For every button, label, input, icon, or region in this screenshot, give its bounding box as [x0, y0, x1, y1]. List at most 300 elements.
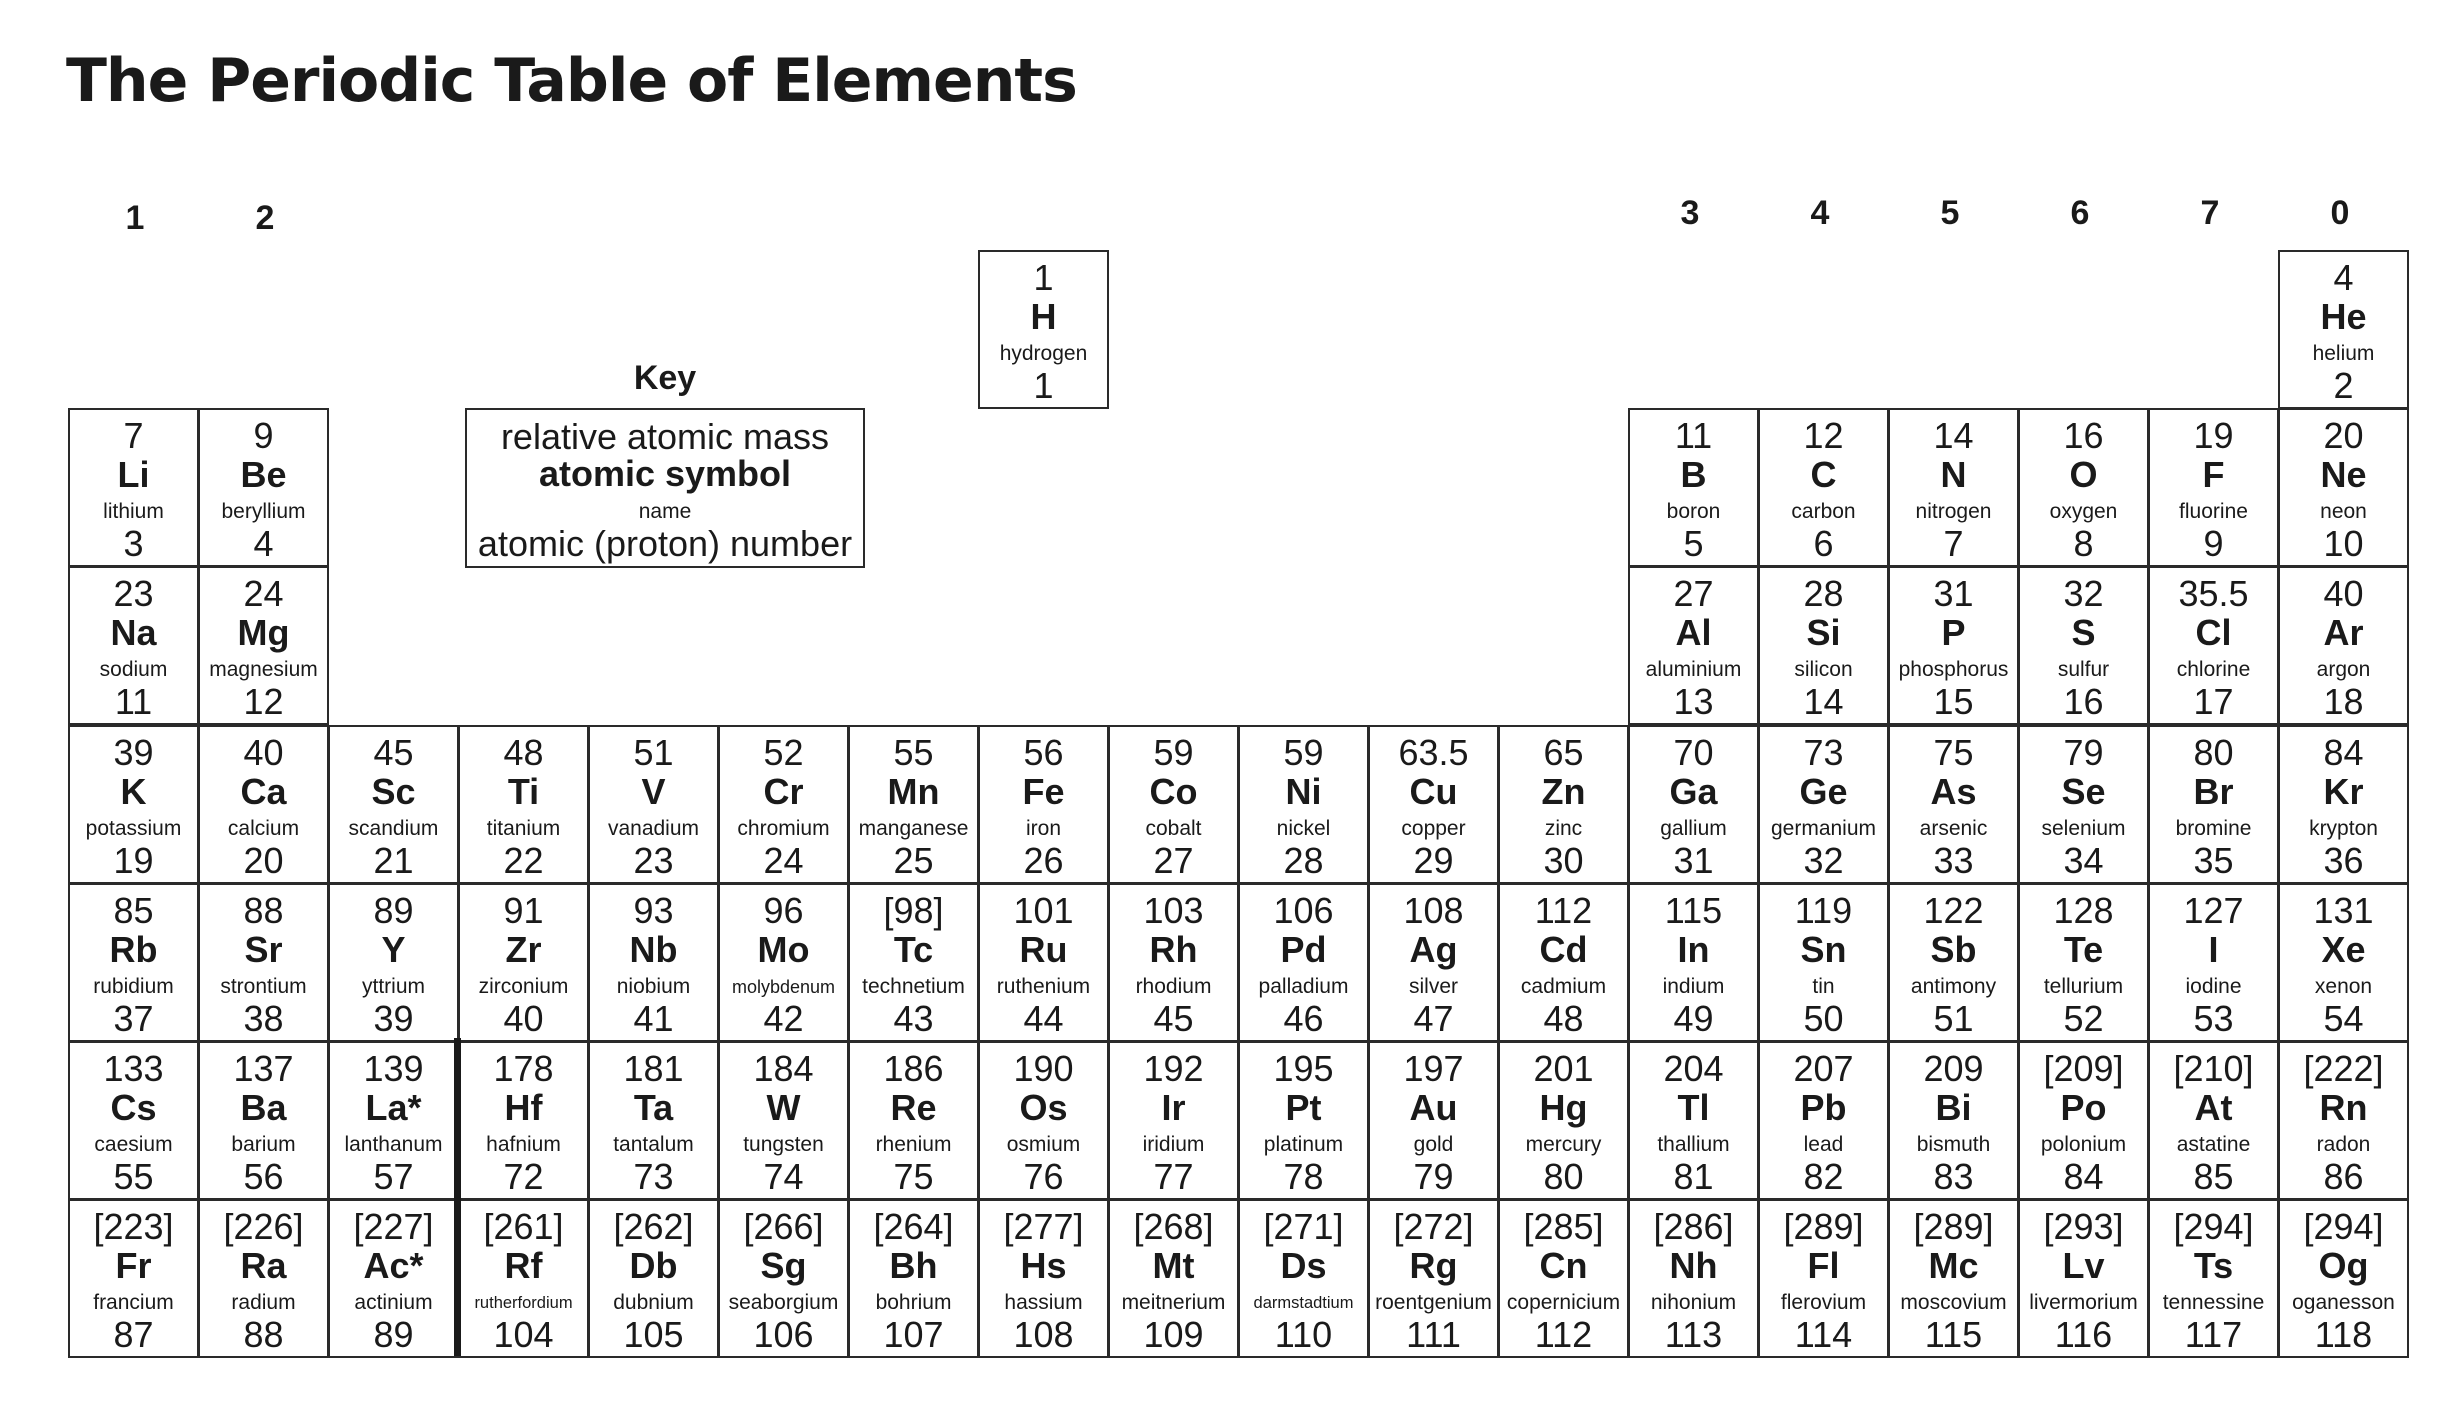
element-name: dubnium	[613, 1291, 694, 1314]
key-title: Key	[633, 359, 697, 397]
element-symbol: Zr	[505, 929, 542, 970]
element-mass: 137	[233, 1048, 294, 1089]
element-number: 112	[1534, 1314, 1593, 1355]
element-symbol: Pb	[1800, 1087, 1847, 1128]
group-label-0: 0	[2330, 194, 2350, 232]
element-symbol: Rb	[109, 929, 158, 970]
element-symbol: Y	[381, 929, 406, 970]
element-mass: 181	[623, 1048, 684, 1089]
element-symbol: As	[1930, 771, 1977, 812]
group-label-3: 3	[1680, 194, 1700, 232]
element-symbol: Nh	[1669, 1245, 1718, 1286]
element-cell-magnesium	[198, 566, 329, 725]
element-name: cobalt	[1145, 817, 1202, 840]
element-mass: [226]	[223, 1206, 304, 1247]
element-symbol: Ba	[240, 1087, 287, 1128]
element-cell-sodium	[68, 566, 199, 725]
element-cell-hydrogen	[978, 250, 1109, 409]
element-cell-tungsten	[718, 1041, 849, 1200]
element-cell-bromine	[2148, 725, 2279, 884]
element-cell-tennessine	[2148, 1199, 2279, 1358]
element-cell-meitnerium	[1108, 1199, 1239, 1358]
key-mass-label: relative atomic mass	[500, 416, 830, 457]
element-mass: 9	[253, 415, 274, 456]
element-cell-boron	[1628, 408, 1759, 567]
element-cell-francium	[68, 1199, 199, 1358]
element-symbol: Sg	[760, 1245, 807, 1286]
element-mass: [227]	[353, 1206, 434, 1247]
element-cell-ruthenium	[978, 883, 1109, 1042]
element-symbol: Tc	[893, 929, 934, 970]
element-mass: 192	[1143, 1048, 1204, 1089]
element-name: rhodium	[1135, 975, 1212, 998]
element-number: 46	[1283, 998, 1324, 1039]
element-symbol: Ni	[1285, 771, 1322, 812]
element-name: selenium	[2041, 817, 2126, 840]
element-number: 29	[1413, 840, 1454, 881]
element-mass: [293]	[2043, 1206, 2124, 1247]
element-number: 105	[623, 1314, 684, 1355]
element-name: meitnerium	[1121, 1291, 1226, 1314]
element-mass: 70	[1673, 732, 1714, 773]
element-mass: [210]	[2173, 1048, 2254, 1089]
element-name: seaborgium	[728, 1291, 839, 1314]
element-mass: [285]	[1523, 1206, 1604, 1247]
element-name: argon	[2316, 658, 2371, 681]
element-symbol: Ca	[240, 771, 287, 812]
element-number: 25	[893, 840, 934, 881]
element-symbol: O	[2069, 454, 2098, 495]
element-symbol: Hf	[504, 1087, 543, 1128]
element-symbol: Na	[110, 612, 157, 653]
element-name: lead	[1803, 1133, 1844, 1156]
element-number: 11	[114, 681, 153, 722]
element-cell-manganese	[848, 725, 979, 884]
element-symbol: Ta	[633, 1087, 674, 1128]
element-name: zinc	[1544, 817, 1583, 840]
element-name: tellurium	[2043, 975, 2124, 998]
element-symbol: Re	[890, 1087, 937, 1128]
element-mass: 4	[2333, 257, 2354, 298]
element-mass: 119	[1794, 890, 1853, 931]
element-name: germanium	[1770, 817, 1877, 840]
element-cell-osmium	[978, 1041, 1109, 1200]
element-symbol: Mo	[757, 929, 810, 970]
element-name: fluorine	[2179, 500, 2248, 523]
element-mass: 96	[763, 890, 804, 931]
element-mass: [286]	[1653, 1206, 1734, 1247]
element-name: hydrogen	[999, 342, 1088, 365]
element-number: 82	[1803, 1156, 1844, 1197]
element-number: 7	[1943, 523, 1964, 564]
element-mass: 115	[1664, 890, 1723, 931]
element-mass: 11	[1674, 415, 1713, 456]
element-number: 75	[893, 1156, 934, 1197]
element-mass: [261]	[483, 1206, 564, 1247]
element-number: 9	[2203, 523, 2224, 564]
group-label-2: 2	[255, 199, 275, 237]
element-mass: 186	[883, 1048, 944, 1089]
element-number: 79	[1413, 1156, 1454, 1197]
element-symbol: Sb	[1930, 929, 1977, 970]
element-symbol: Rf	[504, 1245, 543, 1286]
element-symbol: Ac*	[363, 1245, 424, 1286]
element-name: rubidium	[93, 975, 174, 998]
element-cell-caesium	[68, 1041, 199, 1200]
element-number: 83	[1933, 1156, 1974, 1197]
element-mass: 204	[1663, 1048, 1724, 1089]
element-symbol: Ra	[240, 1245, 287, 1286]
element-symbol: Ir	[1161, 1087, 1186, 1128]
element-name: iridium	[1142, 1133, 1205, 1156]
element-number: 15	[1933, 681, 1974, 722]
element-mass: 40	[2323, 573, 2364, 614]
element-number: 116	[2054, 1314, 2113, 1355]
element-symbol: S	[2071, 612, 2096, 653]
element-name: cadmium	[1520, 975, 1607, 998]
element-number: 86	[2323, 1156, 2364, 1197]
element-mass: 55	[893, 732, 934, 773]
element-symbol: Po	[2060, 1087, 2107, 1128]
element-symbol: Zn	[1541, 771, 1586, 812]
element-mass: 128	[2053, 890, 2114, 931]
element-name: boron	[1666, 500, 1721, 523]
element-cell-iridium	[1108, 1041, 1239, 1200]
element-symbol: Si	[1806, 612, 1841, 653]
element-symbol: Bh	[889, 1245, 938, 1286]
element-mass: 1	[1033, 257, 1054, 298]
element-cell-rhodium	[1108, 883, 1239, 1042]
element-number: 104	[493, 1314, 554, 1355]
element-mass: [98]	[883, 890, 944, 931]
element-symbol: In	[1677, 929, 1710, 970]
element-number: 78	[1283, 1156, 1324, 1197]
element-number: 72	[503, 1156, 544, 1197]
element-mass: 195	[1273, 1048, 1334, 1089]
element-name: potassium	[85, 817, 182, 840]
element-symbol: Tl	[1677, 1087, 1710, 1128]
element-mass: 207	[1793, 1048, 1854, 1089]
element-symbol: Ds	[1280, 1245, 1327, 1286]
element-mass: 39	[113, 732, 154, 773]
element-name: tungsten	[743, 1133, 824, 1156]
element-name: scandium	[348, 817, 439, 840]
element-name: rutherfordium	[474, 1294, 573, 1312]
element-number: 6	[1813, 523, 1834, 564]
element-symbol: Db	[629, 1245, 678, 1286]
element-number: 45	[1153, 998, 1194, 1039]
element-name: radium	[231, 1291, 296, 1314]
element-cell-tantalum	[588, 1041, 719, 1200]
element-name: barium	[231, 1133, 296, 1156]
element-cell-rutherfordium	[458, 1199, 589, 1358]
element-name: hafnium	[486, 1133, 561, 1156]
element-cell-neon	[2278, 408, 2409, 567]
element-number: 118	[2314, 1314, 2373, 1355]
element-name: aluminium	[1645, 658, 1742, 681]
element-number: 107	[883, 1314, 944, 1355]
element-name: caesium	[94, 1133, 173, 1156]
element-mass: 190	[1013, 1048, 1074, 1089]
element-symbol: Rg	[1409, 1245, 1458, 1286]
element-name: osmium	[1006, 1133, 1081, 1156]
element-mass: [289]	[1913, 1206, 1994, 1247]
element-mass: 88	[243, 890, 284, 931]
element-symbol: Mn	[887, 771, 940, 812]
element-mass: 80	[2193, 732, 2234, 773]
element-cell-fluorine	[2148, 408, 2279, 567]
element-mass: 23	[113, 573, 154, 614]
element-number: 38	[243, 998, 284, 1039]
element-name: bohrium	[875, 1291, 952, 1314]
element-number: 35	[2193, 840, 2234, 881]
element-symbol: Hs	[1020, 1245, 1067, 1286]
element-number: 18	[2323, 681, 2364, 722]
element-name: livermorium	[2029, 1291, 2138, 1314]
element-number: 48	[1543, 998, 1584, 1039]
element-name: oganesson	[2292, 1291, 2395, 1314]
element-mass: [294]	[2303, 1206, 2384, 1247]
element-number: 74	[763, 1156, 804, 1197]
element-name: technetium	[862, 975, 965, 998]
element-name: zirconium	[478, 975, 569, 998]
element-number: 108	[1013, 1314, 1074, 1355]
element-name: thallium	[1657, 1133, 1730, 1156]
element-number: 80	[1543, 1156, 1584, 1197]
element-cell-argon	[2278, 566, 2409, 725]
element-name: indium	[1662, 975, 1725, 998]
element-symbol: N	[1940, 454, 1967, 495]
element-number: 88	[243, 1314, 284, 1355]
element-mass: 201	[1533, 1048, 1594, 1089]
element-name: darmstadtium	[1253, 1294, 1354, 1312]
element-name: helium	[2312, 342, 2375, 365]
group-label-5: 5	[1940, 194, 1960, 232]
element-symbol: Ts	[2193, 1245, 2234, 1286]
element-cell-technetium	[848, 883, 979, 1042]
element-name: chlorine	[2176, 658, 2251, 681]
element-cell-radium	[198, 1199, 329, 1358]
element-symbol: Li	[117, 454, 150, 495]
element-name: radon	[2316, 1133, 2371, 1156]
element-number: 31	[1673, 840, 1714, 881]
element-number: 37	[113, 998, 154, 1039]
element-number: 57	[373, 1156, 414, 1197]
element-mass: 85	[113, 890, 154, 931]
element-name: carbon	[1791, 500, 1856, 523]
element-number: 2	[2333, 365, 2354, 406]
element-cell-phosphorus	[1888, 566, 2019, 725]
element-name: astatine	[2176, 1133, 2251, 1156]
element-symbol: Te	[2063, 929, 2104, 970]
element-cell-silicon	[1758, 566, 1889, 725]
element-cell-oganesson	[2278, 1199, 2409, 1358]
element-cell-helium	[2278, 250, 2409, 409]
element-symbol: Xe	[2321, 929, 2366, 970]
element-number: 22	[503, 840, 544, 881]
element-cell-tin	[1758, 883, 1889, 1042]
element-symbol: Bi	[1935, 1087, 1972, 1128]
element-name: titanium	[486, 817, 561, 840]
element-name: silicon	[1794, 658, 1853, 681]
element-number: 28	[1283, 840, 1324, 881]
element-name: sulfur	[2057, 658, 2110, 681]
element-name: nitrogen	[1915, 500, 1992, 523]
element-cell-nihonium	[1628, 1199, 1759, 1358]
element-mass: 51	[633, 732, 674, 773]
element-mass: [289]	[1783, 1206, 1864, 1247]
element-mass: 75	[1933, 732, 1974, 773]
element-mass: [264]	[873, 1206, 954, 1247]
element-symbol: Og	[2318, 1245, 2369, 1286]
element-number: 110	[1274, 1314, 1333, 1355]
element-name: bromine	[2175, 817, 2252, 840]
element-number: 21	[373, 840, 414, 881]
element-cell-yttrium	[328, 883, 459, 1042]
element-mass: 59	[1283, 732, 1324, 773]
element-name: strontium	[220, 975, 307, 998]
element-number: 114	[1794, 1314, 1853, 1355]
element-name: vanadium	[607, 817, 700, 840]
element-number: 81	[1673, 1156, 1714, 1197]
element-cell-seaborgium	[718, 1199, 849, 1358]
element-mass: [271]	[1263, 1206, 1344, 1247]
element-number: 17	[2193, 681, 2234, 722]
element-mass: 89	[373, 890, 414, 931]
key-box	[465, 408, 865, 568]
element-number: 10	[2323, 523, 2364, 564]
element-name: palladium	[1258, 975, 1349, 998]
element-number: 16	[2063, 681, 2104, 722]
element-cell-tellurium	[2018, 883, 2149, 1042]
element-name: calcium	[227, 817, 300, 840]
element-number: 73	[633, 1156, 674, 1197]
element-cell-platinum	[1238, 1041, 1369, 1200]
element-name: polonium	[2040, 1133, 2127, 1156]
element-cell-gold	[1368, 1041, 1499, 1200]
element-symbol: Ne	[2320, 454, 2367, 495]
element-mass: 106	[1273, 890, 1334, 931]
element-cell-darmstadtium	[1238, 1199, 1369, 1358]
element-cell-lead	[1758, 1041, 1889, 1200]
element-number: 4	[253, 523, 274, 564]
element-name: molybdenum	[731, 977, 836, 997]
element-cell-mercury	[1498, 1041, 1629, 1200]
element-mass: [209]	[2043, 1048, 2124, 1089]
element-mass: [272]	[1393, 1206, 1474, 1247]
element-symbol: Pt	[1285, 1087, 1322, 1128]
element-cell-chlorine	[2148, 566, 2279, 725]
element-cell-arsenic	[1888, 725, 2019, 884]
element-symbol: Ar	[2323, 612, 2364, 653]
element-number: 89	[373, 1314, 414, 1355]
element-name: silver	[1408, 975, 1458, 998]
element-name: bismuth	[1916, 1133, 1991, 1156]
element-number: 84	[2063, 1156, 2104, 1197]
element-number: 20	[243, 840, 284, 881]
element-mass: [266]	[743, 1206, 824, 1247]
element-mass: 133	[103, 1048, 164, 1089]
element-mass: 184	[753, 1048, 814, 1089]
element-symbol: He	[2320, 296, 2367, 337]
element-name: iron	[1025, 817, 1062, 840]
element-symbol: W	[766, 1087, 801, 1128]
element-cell-hafnium	[458, 1041, 589, 1200]
element-number: 23	[633, 840, 674, 881]
element-mass: 52	[763, 732, 804, 773]
element-number: 8	[2073, 523, 2094, 564]
element-name: oxygen	[2049, 500, 2118, 523]
element-symbol: Br	[2193, 771, 2234, 812]
element-symbol: K	[120, 771, 147, 812]
element-name: lanthanum	[344, 1133, 443, 1156]
element-name: copernicium	[1506, 1291, 1621, 1314]
element-number: 54	[2323, 998, 2364, 1039]
element-symbol: C	[1810, 454, 1837, 495]
element-mass: 101	[1013, 890, 1074, 931]
element-cell-hassium	[978, 1199, 1109, 1358]
element-mass: 112	[1534, 890, 1593, 931]
element-name: gallium	[1660, 817, 1727, 840]
element-mass: 122	[1923, 890, 1984, 931]
element-name: mercury	[1525, 1133, 1602, 1156]
element-cell-polonium	[2018, 1041, 2149, 1200]
element-cell-vanadium	[588, 725, 719, 884]
element-mass: [262]	[613, 1206, 694, 1247]
element-mass: 139	[363, 1048, 424, 1089]
element-number: 42	[763, 998, 804, 1039]
element-symbol: Sr	[244, 929, 283, 970]
element-cell-flerovium	[1758, 1199, 1889, 1358]
element-symbol: Co	[1149, 771, 1198, 812]
element-symbol: Cd	[1539, 929, 1588, 970]
element-number: 43	[893, 998, 934, 1039]
element-cell-bohrium	[848, 1199, 979, 1358]
element-cell-livermorium	[2018, 1199, 2149, 1358]
element-symbol: Al	[1675, 612, 1712, 653]
element-number: 51	[1933, 998, 1974, 1039]
element-mass: 7	[123, 415, 144, 456]
element-symbol: Sn	[1800, 929, 1847, 970]
element-symbol: Fr	[115, 1245, 152, 1286]
element-mass: 31	[1933, 573, 1974, 614]
element-symbol: V	[641, 771, 666, 812]
element-number: 49	[1673, 998, 1714, 1039]
element-cell-beryllium	[198, 408, 329, 567]
element-number: 113	[1664, 1314, 1723, 1355]
element-symbol: Cr	[763, 771, 804, 812]
element-symbol: Mc	[1928, 1245, 1979, 1286]
element-number: 34	[2063, 840, 2104, 881]
element-mass: 28	[1803, 573, 1844, 614]
element-mass: 127	[2183, 890, 2244, 931]
element-symbol: Fl	[1807, 1245, 1840, 1286]
element-mass: [222]	[2303, 1048, 2384, 1089]
element-mass: 27	[1673, 573, 1714, 614]
page-title: The Periodic Table of Elements	[66, 46, 1077, 116]
element-number: 44	[1023, 998, 1064, 1039]
element-name: gold	[1413, 1133, 1454, 1156]
element-mass: 45	[373, 732, 414, 773]
element-name: moscovium	[1900, 1291, 2007, 1314]
element-number: 111	[1406, 1314, 1461, 1355]
element-symbol: B	[1680, 454, 1707, 495]
element-cell-silver	[1368, 883, 1499, 1042]
element-symbol: Os	[1019, 1087, 1068, 1128]
element-name: manganese	[858, 817, 969, 840]
element-name: lithium	[103, 500, 164, 523]
group-label-7: 7	[2200, 194, 2220, 232]
